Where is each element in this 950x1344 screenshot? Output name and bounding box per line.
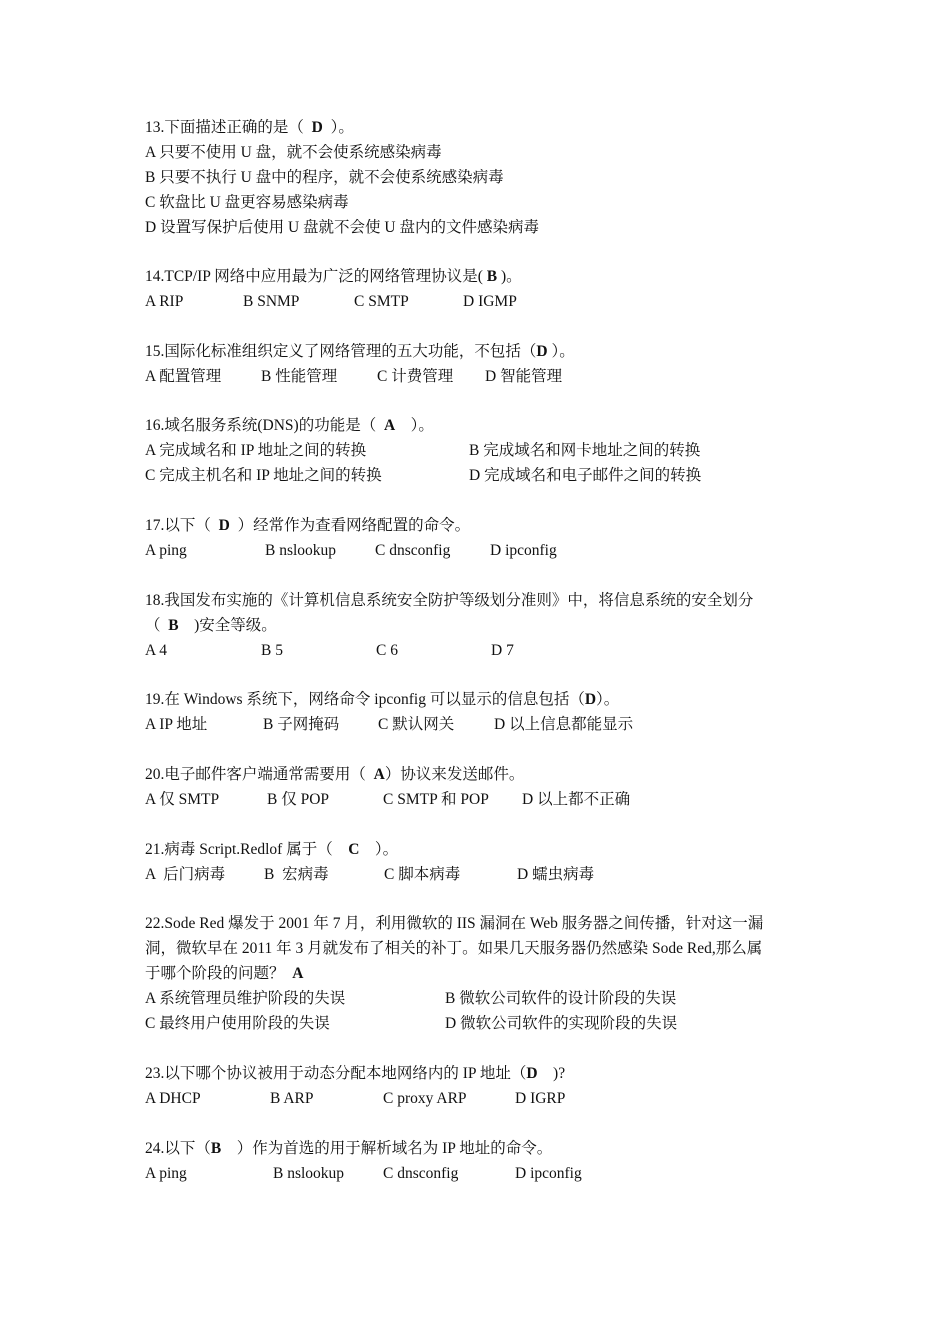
option: C dnsconfig xyxy=(375,542,451,559)
question-text: )。 xyxy=(497,268,522,285)
question-21 xyxy=(145,840,398,860)
question-text: ）。 xyxy=(359,841,399,858)
question-text: ）作为首选的用于解析域名为 IP 地址的命令。 xyxy=(221,1140,553,1157)
question-20 xyxy=(145,765,524,785)
option: C proxy ARP xyxy=(383,1090,467,1107)
option: A DHCP xyxy=(145,1090,201,1107)
option: B 仅 POP xyxy=(267,791,330,808)
option: A 后门病毒 xyxy=(145,866,226,883)
option: A IP 地址 xyxy=(145,716,208,733)
question-14 xyxy=(145,267,522,287)
answer: A xyxy=(383,417,396,434)
question-18: 18.我国发布实施的《计算机信息系统安全防护等级划分准则》中，将信息系统的安全划分 xyxy=(145,592,754,609)
question-text: 17.以下（ xyxy=(145,517,219,534)
answer: C xyxy=(348,841,360,858)
option: A 仅 SMTP xyxy=(145,791,220,808)
option: B nslookup xyxy=(273,1165,345,1182)
question-13 xyxy=(145,118,354,138)
option: B 性能管理 xyxy=(261,368,338,385)
answer: D xyxy=(526,1065,538,1082)
option: D 微软公司软件的实现阶段的失误 xyxy=(445,1015,678,1032)
option: A 只要不使用 U 盘，就不会使系统感染病毒 xyxy=(145,144,442,161)
question-15 xyxy=(145,342,575,362)
option: C 最终用户使用阶段的失误 xyxy=(145,1015,330,1032)
option: C 计费管理 xyxy=(377,368,454,385)
question-text: )安全等级。 xyxy=(178,617,277,634)
question-18-cont xyxy=(145,616,277,636)
question-24 xyxy=(145,1139,552,1159)
question-text: 于哪个阶段的问题？ xyxy=(145,965,293,982)
option: A ping xyxy=(145,542,187,559)
question-text: 14.TCP/IP 网络中应用最为广泛的网络管理协议是( xyxy=(145,268,487,285)
option: D ipconfig xyxy=(515,1165,582,1182)
option: B 微软公司软件的设计阶段的失误 xyxy=(445,990,677,1007)
option: D IGMP xyxy=(463,293,517,310)
answer: A xyxy=(373,766,385,783)
question-22: 22.Sode Red 爆发于 2001 年 7 月，利用微软的 IIS 漏洞在 Web 服务器之间传播，针对这一漏 xyxy=(145,915,764,932)
question-text: ）经常作为查看网络配置的命令。 xyxy=(229,517,471,534)
question-text: 16.域名服务系统(DNS)的功能是（ xyxy=(145,417,384,434)
answer: D xyxy=(218,517,230,534)
question-text: 24.以下（ xyxy=(145,1140,211,1157)
option: A RIP xyxy=(145,293,184,310)
option: C 软盘比 U 盘更容易感染病毒 xyxy=(145,194,349,211)
question-text: 23.以下哪个协议被用于动态分配本地网络内的 IP 地址（ xyxy=(145,1065,527,1082)
option: A ping xyxy=(145,1165,187,1182)
question-22-cont: 洞，微软早在 2011 年 3 月就发布了相关的补丁。如果几天服务器仍然感染 Sode Red,那么属 xyxy=(145,940,763,957)
question-text: （ xyxy=(145,617,169,634)
option: A 4 xyxy=(145,642,167,659)
question-text: )? xyxy=(537,1065,566,1082)
answer: D xyxy=(311,119,323,136)
question-text: 19.在 Windows 系统下，网络命令 ipconfig 可以显示的信息包括（ xyxy=(145,691,585,708)
option: C 完成主机名和 IP 地址之间的转换 xyxy=(145,467,382,484)
option: C SMTP xyxy=(354,293,409,310)
option: A 配置管理 xyxy=(145,368,222,385)
option: B 子网掩码 xyxy=(263,716,340,733)
option: D 蠕虫病毒 xyxy=(517,866,595,883)
answer: D xyxy=(584,691,597,708)
option: D 设置写保护后使用 U 盘就不会使 U 盘内的文件感染病毒 xyxy=(145,219,539,236)
option: C 默认网关 xyxy=(378,716,455,733)
option: C SMTP 和 POP xyxy=(383,791,489,808)
option: A 系统管理员维护阶段的失误 xyxy=(145,990,346,1007)
option: B 只要不执行 U 盘中的程序，就不会使系统感染病毒 xyxy=(145,169,504,186)
question-text: ）。 xyxy=(395,417,434,434)
question-text: ）协议来发送邮件。 xyxy=(384,766,525,783)
option: D 7 xyxy=(491,642,514,659)
question-22-cont xyxy=(145,964,303,984)
question-text: 21.病毒 Script.Redlof 属于（ xyxy=(145,841,349,858)
question-17 xyxy=(145,516,470,536)
option: D 以上都不正确 xyxy=(522,791,631,808)
option: A 完成域名和 IP 地址之间的转换 xyxy=(145,442,367,459)
answer: B xyxy=(486,268,498,285)
question-text: ）。 xyxy=(547,343,575,360)
question-text: ）。 xyxy=(596,691,620,708)
option: D IGRP xyxy=(515,1090,566,1107)
option: B SNMP xyxy=(243,293,300,310)
answer: A xyxy=(292,965,304,982)
option: C 脚本病毒 xyxy=(384,866,461,883)
question-text: ）。 xyxy=(322,119,354,136)
answer: B xyxy=(210,1140,222,1157)
question-23 xyxy=(145,1064,565,1084)
question-19 xyxy=(145,690,619,710)
answer: D xyxy=(536,343,548,360)
answer: B xyxy=(168,617,179,634)
question-text: 15.国际化标准组织定义了网络管理的五大功能，不包括（ xyxy=(145,343,537,360)
option: D 智能管理 xyxy=(485,368,563,385)
option: B ARP xyxy=(270,1090,314,1107)
option: D 以上信息都能显示 xyxy=(494,716,634,733)
option: C 6 xyxy=(376,642,398,659)
question-16 xyxy=(145,416,434,436)
question-text: 13.下面描述正确的是（ xyxy=(145,119,312,136)
option: D ipconfig xyxy=(490,542,557,559)
question-text: 20.电子邮件客户端通常需要用（ xyxy=(145,766,374,783)
option: B nslookup xyxy=(265,542,337,559)
option: B 5 xyxy=(261,642,283,659)
option: C dnsconfig xyxy=(383,1165,459,1182)
option: B 完成域名和网卡地址之间的转换 xyxy=(469,442,701,459)
option: B 宏病毒 xyxy=(264,866,329,883)
option: D 完成域名和电子邮件之间的转换 xyxy=(469,467,702,484)
